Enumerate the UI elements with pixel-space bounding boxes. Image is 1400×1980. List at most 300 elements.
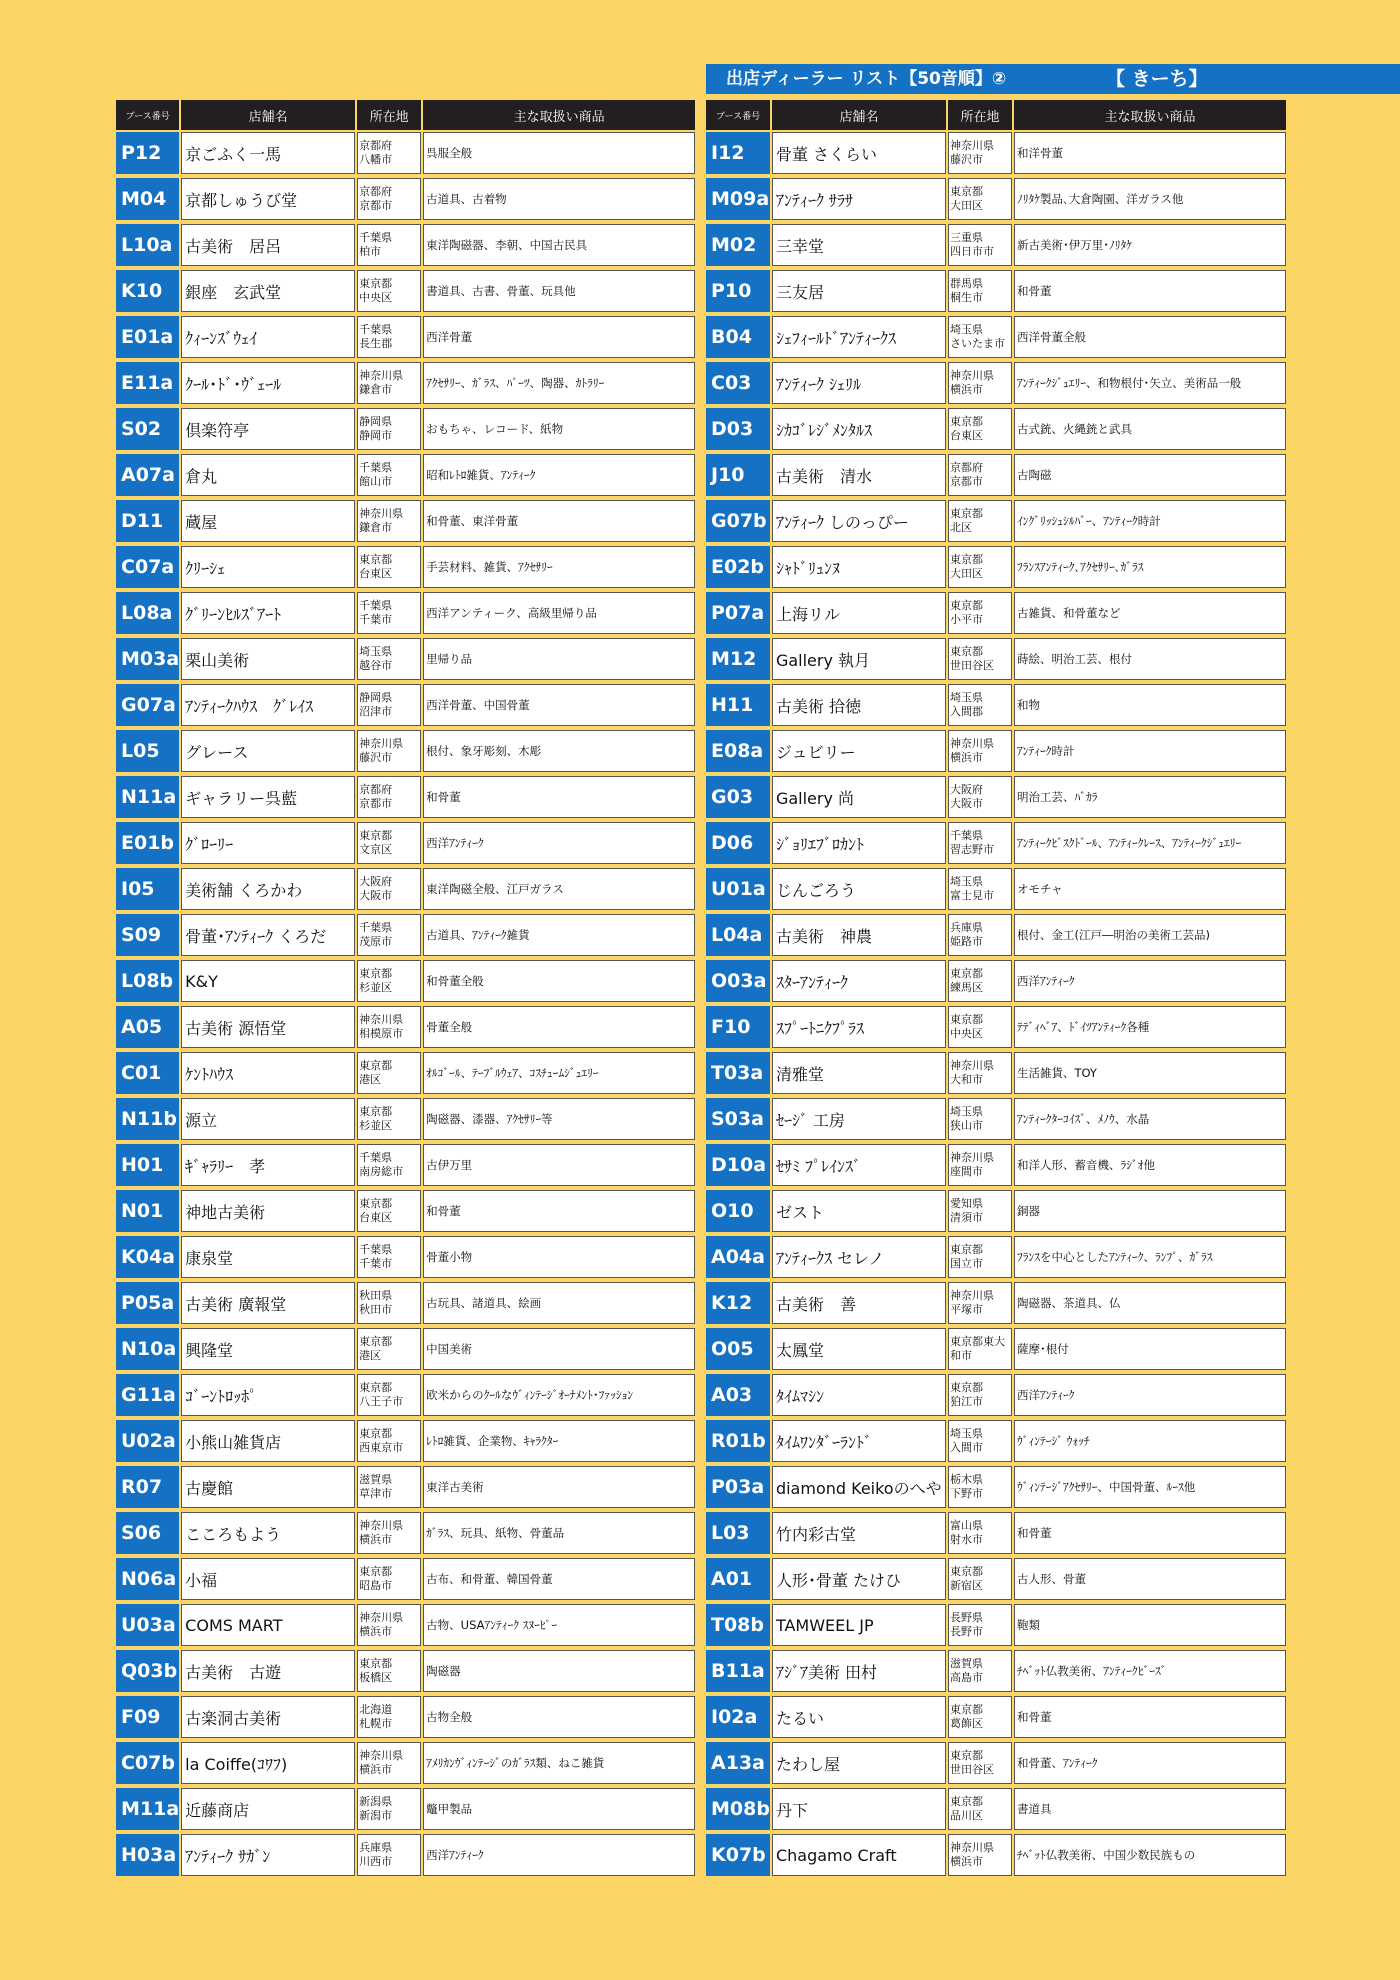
main-goods: ﾁﾍﾞｯﾄ仏教美術、中国少数民族もの — [1014, 1834, 1288, 1880]
location-prefecture: 兵庫県 — [949, 921, 983, 934]
booth-number: D03 — [706, 408, 772, 454]
table-row — [116, 316, 697, 362]
main-goods: 東洋陶磁全般、江戸ガラス — [423, 868, 697, 914]
shop-name: ｱﾝﾃｨｰｸｽ セレノ — [772, 1236, 948, 1282]
shop-location — [948, 408, 1014, 454]
location-prefecture: 埼玉県 — [949, 691, 983, 704]
booth-number: L05 — [116, 730, 181, 776]
shop-name: ｾｰｼﾞ 工房 — [772, 1098, 948, 1144]
booth-number: I12 — [706, 132, 772, 178]
location-city: 横浜市 — [949, 1855, 983, 1868]
location-prefecture: 新潟県 — [359, 1795, 393, 1808]
booth-number: P12 — [116, 132, 181, 178]
table-row — [116, 592, 697, 638]
booth-number: M02 — [706, 224, 772, 270]
table-row — [706, 1466, 1288, 1512]
shop-location — [948, 592, 1014, 638]
main-goods: 根付、象牙彫刻、木彫 — [423, 730, 697, 776]
main-goods: 西洋骨董、中国骨董 — [423, 684, 697, 730]
shop-location — [948, 270, 1014, 316]
shop-location — [948, 546, 1014, 592]
shop-location — [948, 914, 1014, 960]
location-prefecture: 神奈川県 — [949, 1841, 994, 1854]
shop-name: 神地古美術 — [181, 1190, 357, 1236]
shop-location — [357, 408, 423, 454]
location-prefecture: 神奈川県 — [949, 1151, 994, 1164]
main-goods: 骨董小物 — [423, 1236, 697, 1282]
shop-name: 竹内彩古堂 — [772, 1512, 948, 1558]
booth-number: A07a — [116, 454, 181, 500]
location-city: 茂原市 — [359, 935, 393, 948]
location-prefecture: 神奈川県 — [359, 1749, 404, 1762]
shop-name: Gallery 尚 — [772, 776, 948, 822]
main-goods: 西洋アンティーク、高級里帰り品 — [423, 592, 697, 638]
table-body-right — [706, 132, 1288, 1880]
header-location: 所在地 — [357, 100, 423, 132]
shop-name: ｼﾞｮﾘｴﾌﾞﾛｶﾝﾄ — [772, 822, 948, 868]
shop-location — [357, 1052, 423, 1098]
main-goods: ｱﾝﾃｨｰｸｼﾞｭｴﾘｰ、和物根付･矢立、美術品一般 — [1014, 362, 1288, 408]
shop-name: こころもよう — [181, 1512, 357, 1558]
shop-name: la Coiffe(ｺﾜﾌ) — [181, 1742, 357, 1788]
location-prefecture: 神奈川県 — [359, 507, 404, 520]
booth-number: L10a — [116, 224, 181, 270]
table-row — [706, 1144, 1288, 1190]
main-goods: 古雑貨、和骨董など — [1014, 592, 1288, 638]
shop-name: 蔵屋 — [181, 500, 357, 546]
table-row — [706, 408, 1288, 454]
location-city: 座間市 — [949, 1165, 983, 1178]
location-prefecture: 京都府 — [359, 139, 393, 152]
location-prefecture: 滋賀県 — [359, 1473, 393, 1486]
shop-name: 古楽洞古美術 — [181, 1696, 357, 1742]
location-prefecture: 滋賀県 — [949, 1657, 983, 1670]
table-row — [116, 454, 697, 500]
table-row — [116, 822, 697, 868]
shop-name: 三友居 — [772, 270, 948, 316]
booth-number: L08b — [116, 960, 181, 1006]
shop-location — [357, 270, 423, 316]
list-title: 出店ディーラー リスト【50音順】② — [726, 69, 1007, 89]
shop-location — [357, 1144, 423, 1190]
shop-name: ｸｨｰﾝｽﾞｳｪｲ — [181, 316, 357, 362]
main-goods: 東洋陶磁器、李朝、中国古民具 — [423, 224, 697, 270]
booth-number: K04a — [116, 1236, 181, 1282]
table-row — [706, 684, 1288, 730]
shop-name: 京都しゅうび堂 — [181, 178, 357, 224]
location-city: 北区 — [949, 521, 972, 534]
location-prefecture: 神奈川県 — [359, 737, 404, 750]
shop-location — [948, 1742, 1014, 1788]
shop-name: 小福 — [181, 1558, 357, 1604]
location-prefecture: 東京都 — [359, 967, 393, 980]
shop-location — [357, 1190, 423, 1236]
main-goods: 生活雑貨、TOY — [1014, 1052, 1288, 1098]
main-goods: 里帰り品 — [423, 638, 697, 684]
shop-location — [948, 638, 1014, 684]
table-row — [116, 776, 697, 822]
table-row — [116, 1098, 697, 1144]
location-prefecture: 東京都 — [949, 1749, 983, 1762]
main-goods: 古陶磁 — [1014, 454, 1288, 500]
booth-number: N11a — [116, 776, 181, 822]
location-prefecture: 東京都 — [359, 1059, 393, 1072]
shop-location — [357, 178, 423, 224]
booth-number: L04a — [706, 914, 772, 960]
location-prefecture: 東京都 — [949, 1381, 983, 1394]
location-city: 品川区 — [949, 1809, 983, 1822]
main-goods: 西洋骨董 — [423, 316, 697, 362]
main-goods: 和骨董、東洋骨董 — [423, 500, 697, 546]
main-goods: 中国美術 — [423, 1328, 697, 1374]
booth-number: H03a — [116, 1834, 181, 1880]
main-goods: ｱﾝﾃｨｰｸ時計 — [1014, 730, 1288, 776]
booth-number: L03 — [706, 1512, 772, 1558]
shop-name: たるい — [772, 1696, 948, 1742]
booth-number: K10 — [116, 270, 181, 316]
location-city: 藤沢市 — [359, 751, 393, 764]
main-goods: 薩摩･根付 — [1014, 1328, 1288, 1374]
table-row — [706, 1696, 1288, 1742]
shop-location — [357, 960, 423, 1006]
booth-number: T03a — [706, 1052, 772, 1098]
header-shop-name: 店舗名 — [181, 100, 357, 132]
main-goods: 陶磁器、茶道具、仏 — [1014, 1282, 1288, 1328]
location-city: 横浜市 — [359, 1533, 393, 1546]
shop-name: ﾀｲﾑﾏｼﾝ — [772, 1374, 948, 1420]
shop-name: ｸﾘｰｼｪ — [181, 546, 357, 592]
shop-location — [357, 1604, 423, 1650]
shop-location — [948, 1834, 1014, 1880]
location-prefecture: 愛知県 — [949, 1197, 983, 1210]
shop-location — [357, 1006, 423, 1052]
shop-name: ギャラリー呉藍 — [181, 776, 357, 822]
booth-number: H11 — [706, 684, 772, 730]
table-row — [116, 500, 697, 546]
location-prefecture: 神奈川県 — [359, 1611, 404, 1624]
main-goods: 骨董全般 — [423, 1006, 697, 1052]
shop-location — [948, 684, 1014, 730]
location-city: 横浜市 — [949, 751, 983, 764]
table-row — [116, 270, 697, 316]
main-goods: おもちゃ、レコード、紙物 — [423, 408, 697, 454]
location-prefecture: 東京都 — [359, 277, 393, 290]
table-row — [116, 1834, 697, 1880]
shop-name: 太鳳堂 — [772, 1328, 948, 1374]
shop-name: 小熊山雑貨店 — [181, 1420, 357, 1466]
location-city: 大和市 — [949, 1073, 983, 1086]
shop-location — [948, 1144, 1014, 1190]
booth-number: Q03b — [116, 1650, 181, 1696]
booth-number: F10 — [706, 1006, 772, 1052]
header-goods: 主な取扱い商品 — [1014, 100, 1288, 132]
main-goods: ﾌﾗﾝｽを中心としたｱﾝﾃｨｰｸ、ﾗﾝﾌﾟ、ｶﾞﾗｽ — [1014, 1236, 1288, 1282]
location-prefecture: 埼玉県 — [949, 1105, 983, 1118]
location-prefecture: 千葉県 — [359, 1151, 393, 1164]
table-row — [116, 1006, 697, 1052]
location-prefecture: 北海道 — [359, 1703, 393, 1716]
main-goods: ﾃﾃﾞｨﾍﾞｱ、ﾄﾞｲﾂｱﾝﾃｨｰｸ各種 — [1014, 1006, 1288, 1052]
booth-number: U02a — [116, 1420, 181, 1466]
shop-location — [948, 1696, 1014, 1742]
location-prefecture: 千葉県 — [359, 461, 393, 474]
shop-location — [357, 638, 423, 684]
table-row — [116, 868, 697, 914]
location-prefecture: 埼玉県 — [359, 645, 393, 658]
location-city: 世田谷区 — [949, 1763, 994, 1776]
booth-number: H01 — [116, 1144, 181, 1190]
main-goods: ｱﾝﾃｨｰｸﾀｰｺｲｽﾞ、ﾒﾉｳ、水晶 — [1014, 1098, 1288, 1144]
booth-number: C07a — [116, 546, 181, 592]
booth-number: D10a — [706, 1144, 772, 1190]
shop-name: 康泉堂 — [181, 1236, 357, 1282]
shop-location — [948, 1190, 1014, 1236]
shop-name: 栗山美術 — [181, 638, 357, 684]
shop-name: Gallery 執月 — [772, 638, 948, 684]
booth-number: C07b — [116, 1742, 181, 1788]
table-row — [116, 1052, 697, 1098]
location-city: 富士見市 — [949, 889, 994, 902]
location-prefecture: 東京都東大 — [949, 1335, 1005, 1348]
location-city: 横浜市 — [949, 383, 983, 396]
shop-location — [357, 914, 423, 960]
location-prefecture: 東京都 — [949, 185, 983, 198]
booth-number: B11a — [706, 1650, 772, 1696]
table-row — [706, 362, 1288, 408]
shop-location — [357, 1558, 423, 1604]
main-goods: 古物全般 — [423, 1696, 697, 1742]
location-prefecture: 東京都 — [949, 967, 983, 980]
location-city: 八幡市 — [359, 153, 393, 166]
table-row — [116, 1236, 697, 1282]
shop-name: 清雅堂 — [772, 1052, 948, 1098]
location-prefecture: 大阪府 — [949, 783, 983, 796]
shop-location — [357, 1512, 423, 1558]
location-prefecture: 三重県 — [949, 231, 983, 244]
booth-number: D06 — [706, 822, 772, 868]
shop-name: 三幸堂 — [772, 224, 948, 270]
booth-number: M03a — [116, 638, 181, 684]
booth-number: S03a — [706, 1098, 772, 1144]
shop-location — [357, 1696, 423, 1742]
header-goods: 主な取扱い商品 — [423, 100, 697, 132]
location-prefecture: 東京都 — [359, 553, 393, 566]
shop-location — [357, 684, 423, 730]
shop-location — [948, 1604, 1014, 1650]
main-goods: 和骨董 — [423, 1190, 697, 1236]
booth-number: O05 — [706, 1328, 772, 1374]
shop-location — [357, 224, 423, 270]
header-shop-name: 店舗名 — [772, 100, 948, 132]
shop-name: ｱｼﾞｱ美術 田村 — [772, 1650, 948, 1696]
location-prefecture: 神奈川県 — [359, 369, 404, 382]
booth-number: C01 — [116, 1052, 181, 1098]
shop-name: 人形･骨董 たけひ — [772, 1558, 948, 1604]
location-city: 桐生市 — [949, 291, 983, 304]
booth-number: E11a — [116, 362, 181, 408]
location-prefecture: 東京都 — [949, 1703, 983, 1716]
booth-number: L08a — [116, 592, 181, 638]
shop-location — [948, 178, 1014, 224]
shop-location — [357, 546, 423, 592]
shop-location — [357, 730, 423, 776]
location-prefecture: 千葉県 — [359, 921, 393, 934]
booth-number: M11a — [116, 1788, 181, 1834]
location-prefecture: 埼玉県 — [949, 323, 983, 336]
location-city: 大阪市 — [359, 889, 393, 902]
location-city: 京都市 — [359, 199, 393, 212]
dealer-table-left — [116, 100, 697, 1880]
shop-name: 古美術 拾徳 — [772, 684, 948, 730]
main-goods: 古布、和骨董、韓国骨董 — [423, 1558, 697, 1604]
table-row — [706, 1512, 1288, 1558]
location-city: 練馬区 — [949, 981, 983, 994]
location-prefecture: 東京都 — [359, 1335, 393, 1348]
shop-location — [357, 1236, 423, 1282]
main-goods: 鞄類 — [1014, 1604, 1288, 1650]
location-prefecture: 神奈川県 — [359, 1013, 404, 1026]
location-city: 高島市 — [949, 1671, 983, 1684]
shop-location — [948, 776, 1014, 822]
shop-location — [948, 1282, 1014, 1328]
table-row — [116, 546, 697, 592]
shop-name: 古美術 古遊 — [181, 1650, 357, 1696]
location-city: 大田区 — [949, 567, 983, 580]
shop-name: K&Y — [181, 960, 357, 1006]
booth-number: D11 — [116, 500, 181, 546]
shop-name: ｺﾞｰﾝﾄﾛｯﾎﾟ — [181, 1374, 357, 1420]
booth-number: U01a — [706, 868, 772, 914]
table-row — [706, 1788, 1288, 1834]
main-goods: 鼈甲製品 — [423, 1788, 697, 1834]
location-prefecture: 東京都 — [949, 415, 983, 428]
booth-number: F09 — [116, 1696, 181, 1742]
table-row — [706, 1374, 1288, 1420]
table-row — [706, 960, 1288, 1006]
main-goods: ｲﾝｸﾞﾘｯｼｭｼﾙﾊﾞｰ、ｱﾝﾃｨｰｸ時計 — [1014, 500, 1288, 546]
booth-number: M04 — [116, 178, 181, 224]
main-goods: 和洋人形、蓄音機、ﾗｼﾞｵ他 — [1014, 1144, 1288, 1190]
shop-location — [357, 1834, 423, 1880]
main-goods: 書道具 — [1014, 1788, 1288, 1834]
shop-name: ゼスト — [772, 1190, 948, 1236]
shop-location — [357, 132, 423, 178]
shop-name: ジュビリー — [772, 730, 948, 776]
location-city: 館山市 — [359, 475, 393, 488]
location-prefecture: 東京都 — [359, 1565, 393, 1578]
shop-location — [948, 1512, 1014, 1558]
table-row — [706, 1420, 1288, 1466]
location-prefecture: 神奈川県 — [949, 1289, 994, 1302]
location-city: 千葉市 — [359, 613, 393, 626]
table-row — [116, 960, 697, 1006]
shop-name: たわし屋 — [772, 1742, 948, 1788]
location-prefecture: 栃木県 — [949, 1473, 983, 1486]
booth-number: G07a — [116, 684, 181, 730]
booth-number: E01b — [116, 822, 181, 868]
location-city: 沼津市 — [359, 705, 393, 718]
table-row — [706, 1098, 1288, 1144]
table-row — [706, 500, 1288, 546]
location-prefecture: 東京都 — [949, 1565, 983, 1578]
booth-number: I05 — [116, 868, 181, 914]
location-city: 静岡市 — [359, 429, 393, 442]
location-prefecture: 千葉県 — [359, 323, 393, 336]
main-goods: 古伊万里 — [423, 1144, 697, 1190]
shop-location — [948, 316, 1014, 362]
location-city: 昭島市 — [359, 1579, 393, 1592]
main-goods: 和骨董 — [1014, 1512, 1288, 1558]
shop-location — [948, 1098, 1014, 1144]
shop-name: ｱﾝﾃｨｰｸ ｻﾗｻ — [772, 178, 948, 224]
location-city: 札幌市 — [359, 1717, 393, 1730]
location-city: 姫路市 — [949, 935, 983, 948]
shop-location — [357, 776, 423, 822]
shop-location — [948, 1236, 1014, 1282]
location-prefecture: 東京都 — [359, 1381, 393, 1394]
booth-number: G07b — [706, 500, 772, 546]
table-row — [116, 730, 697, 776]
shop-location — [357, 1466, 423, 1512]
shop-name: ｼｶｺﾞﾚｼﾞﾒﾝﾀﾙｽ — [772, 408, 948, 454]
table-row — [116, 132, 697, 178]
location-prefecture: 東京都 — [359, 1105, 393, 1118]
location-city: 港区 — [359, 1349, 382, 1362]
shop-location — [357, 1788, 423, 1834]
shop-name: 古美術 居呂 — [181, 224, 357, 270]
booth-number: A13a — [706, 1742, 772, 1788]
shop-location — [948, 224, 1014, 270]
location-city: 四日市市 — [949, 245, 994, 258]
table-row — [116, 1374, 697, 1420]
main-goods: 昭和ﾚﾄﾛ雑貨、ｱﾝﾃｨｰｸ — [423, 454, 697, 500]
main-goods: 陶磁器、漆器、ｱｸｾｻﾘｰ等 — [423, 1098, 697, 1144]
location-prefecture: 東京都 — [359, 1657, 393, 1670]
main-goods: 陶磁器 — [423, 1650, 697, 1696]
shop-location — [948, 1420, 1014, 1466]
booth-number: N10a — [116, 1328, 181, 1374]
shop-location — [948, 1006, 1014, 1052]
location-city: 秋田市 — [359, 1303, 393, 1316]
shop-name: 美術舗 くろかわ — [181, 868, 357, 914]
shop-name: 京ごふく一馬 — [181, 132, 357, 178]
booth-number: E02b — [706, 546, 772, 592]
main-goods: 新古美術･伊万里･ﾉﾘﾀｹ — [1014, 224, 1288, 270]
booth-number: S09 — [116, 914, 181, 960]
table-row — [706, 1650, 1288, 1696]
table-row — [116, 1558, 697, 1604]
booth-number: A05 — [116, 1006, 181, 1052]
location-city: 文京区 — [359, 843, 393, 856]
location-prefecture: 大阪府 — [359, 875, 393, 888]
location-city: 川西市 — [359, 1855, 393, 1868]
location-prefecture: 静岡県 — [359, 691, 393, 704]
table-row — [706, 914, 1288, 960]
shop-location — [357, 822, 423, 868]
table-row — [116, 684, 697, 730]
booth-number: M09a — [706, 178, 772, 224]
shop-name: ｷﾞｬﾗﾘｰ 孝 — [181, 1144, 357, 1190]
main-goods: 蒔絵、明治工芸、根付 — [1014, 638, 1288, 684]
location-prefecture: 秋田県 — [359, 1289, 393, 1302]
booth-number: A01 — [706, 1558, 772, 1604]
shop-location — [948, 1650, 1014, 1696]
location-city: 鎌倉市 — [359, 383, 393, 396]
location-prefecture: 千葉県 — [359, 1243, 393, 1256]
location-prefecture: 兵庫県 — [359, 1841, 393, 1854]
shop-location — [357, 868, 423, 914]
main-goods: 古人形、骨董 — [1014, 1558, 1288, 1604]
